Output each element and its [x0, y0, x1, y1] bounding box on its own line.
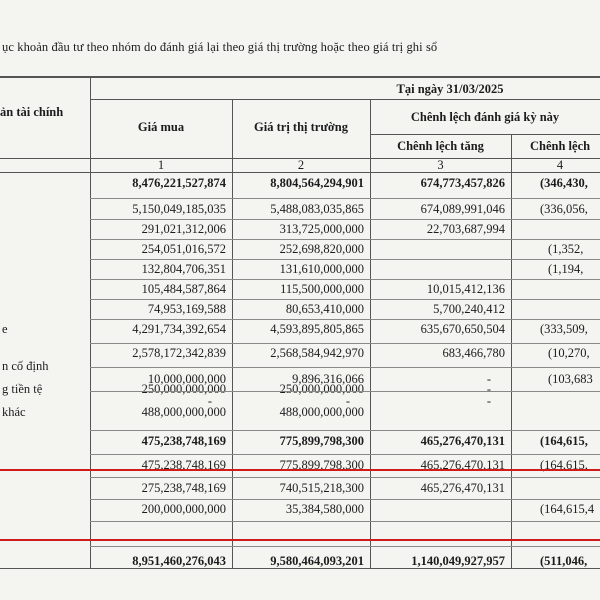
- col-number-4: 4: [556, 158, 564, 172]
- cell-col-1: 105,484,587,864: [141, 282, 226, 296]
- col-number-3: 3: [437, 158, 444, 172]
- row-separator: [90, 299, 600, 300]
- cell-col-3: 465,276,470,131: [420, 434, 505, 448]
- cell-col-2: 775,899,798,300: [279, 458, 364, 472]
- row-separator: [90, 430, 600, 431]
- cell-col-1: 275,238,748,169: [141, 481, 226, 495]
- row-separator: [90, 546, 600, 547]
- cell-col-3: 465,276,470,131: [420, 458, 505, 472]
- row-separator: [90, 198, 600, 199]
- cell-col-4: (336,056,: [540, 202, 588, 216]
- period-header: Tại ngày 31/03/2025: [396, 82, 504, 96]
- row-separator: [90, 477, 600, 478]
- cell-col-2: -: [345, 394, 350, 408]
- highlight-line-top: [0, 469, 600, 471]
- cell-col-3: 674,089,991,046: [420, 202, 505, 216]
- col-divider-0: [90, 76, 91, 568]
- row-separator: [90, 219, 600, 220]
- table-bottom-rule: [0, 568, 600, 569]
- cell-col-2: 131,610,000,000: [279, 262, 364, 276]
- col-header-market-value: Giá trị thị trường: [254, 120, 348, 134]
- row-separator: [90, 391, 600, 392]
- row-header-label: ản tài chính: [0, 105, 64, 119]
- cell-col-4: (164,615,: [540, 434, 588, 448]
- cell-col-2: 775,899,798,300: [279, 434, 364, 448]
- cell-col-2: 250,000,000,000: [279, 382, 364, 396]
- col-header-revaluation-group: Chênh lệch đánh giá kỳ này: [410, 110, 560, 124]
- cell-col-4: (10,270,: [548, 346, 590, 360]
- row-separator: [90, 239, 600, 240]
- row-separator: [90, 279, 600, 280]
- cell-col-1: 5,150,049,185,035: [132, 202, 226, 216]
- row-label: g tiền tệ: [2, 382, 43, 396]
- cell-col-3: 5,700,240,412: [433, 302, 505, 316]
- cell-col-4: (333,509,: [540, 322, 588, 336]
- row-separator: [90, 499, 600, 500]
- cell-col-3: 465,276,470,131: [420, 481, 505, 495]
- cell-col-2: 35,384,580,000: [285, 502, 364, 516]
- cell-col-1: 475,238,748,169: [141, 434, 226, 448]
- cell-col-3: 683,466,780: [442, 346, 505, 360]
- row-label: khác: [2, 405, 26, 419]
- cell-col-2: 8,804,564,294,901: [270, 176, 364, 190]
- cell-col-2: 488,000,000,000: [279, 405, 364, 419]
- cell-col-3: -: [486, 372, 491, 386]
- section-title: ục khoản đầu tư theo nhóm do đánh giá lại theo giá thị trường hoặc theo giá trị ghi sổ: [2, 40, 438, 54]
- row-label: e: [2, 322, 8, 336]
- row-separator: [90, 454, 600, 455]
- cell-col-1: -: [207, 394, 212, 408]
- cell-col-3: 674,773,457,826: [420, 176, 505, 190]
- cell-col-1: 250,000,000,000: [141, 382, 226, 396]
- cell-col-2: 9,580,464,093,201: [270, 554, 364, 568]
- cell-col-2: 115,500,000,000: [280, 282, 364, 296]
- cell-col-3: -: [486, 382, 491, 396]
- cell-col-3: 22,703,687,994: [426, 222, 505, 236]
- col-header-purchase-price: Giá mua: [137, 120, 185, 134]
- row-separator: [90, 343, 600, 344]
- col-number-2: 2: [297, 158, 305, 172]
- cell-col-1: 488,000,000,000: [141, 405, 226, 419]
- cell-col-1: 10,000,000,000: [147, 372, 226, 386]
- row-separator: [90, 521, 600, 522]
- row-label: n cố định: [2, 359, 49, 373]
- cell-col-1: 291,021,312,006: [141, 222, 226, 236]
- col-number-1: 1: [157, 158, 165, 172]
- cell-col-1: 8,476,221,527,874: [132, 176, 226, 190]
- col-header-decrease: Chênh lệch: [530, 139, 591, 153]
- cell-col-1: 8,951,460,276,043: [132, 554, 226, 568]
- cell-col-2: 740,515,218,300: [279, 481, 364, 495]
- cell-col-2: 5,488,083,035,865: [270, 202, 364, 216]
- cell-col-1: 475,238,748,169: [141, 458, 226, 472]
- cell-col-1: 2,578,172,342,839: [132, 346, 226, 360]
- cell-col-4: (511,046,: [540, 554, 588, 568]
- cell-col-1: 254,051,016,572: [141, 242, 226, 256]
- cell-col-2: 4,593,895,805,865: [270, 322, 364, 336]
- header-sub-rule: [90, 99, 600, 100]
- cell-col-1: 74,953,169,588: [147, 302, 226, 316]
- cell-col-2: 252,698,820,000: [279, 242, 364, 256]
- row-separator: [90, 367, 600, 368]
- cell-col-4: (164,615,: [540, 458, 588, 472]
- cell-col-4: (103,683: [548, 372, 593, 386]
- row-separator: [90, 319, 600, 320]
- row-separator: [90, 259, 600, 260]
- cell-col-1: 132,804,706,351: [141, 262, 226, 276]
- cell-col-1: 4,291,734,392,654: [132, 322, 226, 336]
- cell-col-4: (164,615,4: [540, 502, 595, 516]
- cell-col-3: 1,140,049,927,957: [411, 554, 505, 568]
- header-group-rule: [370, 134, 600, 135]
- cell-col-3: -: [486, 394, 491, 408]
- cell-col-4: (1,194,: [548, 262, 584, 276]
- cell-col-3: 635,670,650,504: [420, 322, 505, 336]
- cell-col-3: 10,015,412,136: [426, 282, 505, 296]
- cell-col-1: 200,000,000,000: [141, 502, 226, 516]
- highlight-line-bottom: [0, 539, 600, 541]
- cell-col-2: 9,896,316,066: [292, 372, 364, 386]
- cell-col-4: (1,352,: [548, 242, 584, 256]
- col-header-increase: Chênh lệch tăng: [397, 139, 484, 153]
- cell-col-2: 80,653,410,000: [285, 302, 364, 316]
- cell-col-2: 313,725,000,000: [279, 222, 364, 236]
- cell-col-4: (346,430,: [540, 176, 588, 190]
- col-divider-3: [511, 134, 512, 568]
- cell-col-2: 2,568,584,942,970: [270, 346, 364, 360]
